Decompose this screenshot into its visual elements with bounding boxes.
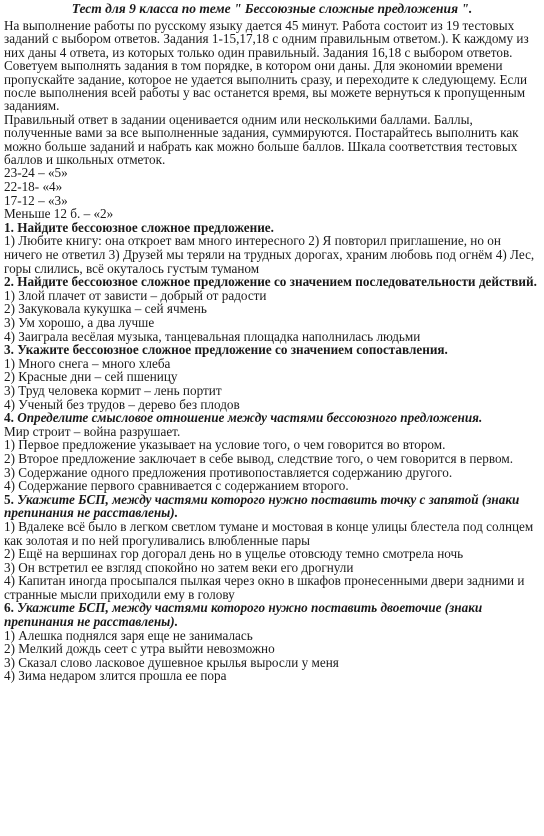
answer-option: 1) Злой плачет от зависти – добрый от радости <box>4 287 267 303</box>
question-text: Укажите БСП, между частями которого нужно поставить двоеточие (знаки препинания не расставлены). <box>4 600 483 630</box>
question-block <box>4 343 540 411</box>
question-number: 5. <box>4 491 14 507</box>
answer-option: 2) Красные дни – сей пшеницу <box>4 369 178 385</box>
question-block <box>4 221 540 275</box>
answer-option: 4) Ученый без трудов – дерево без плодов <box>4 396 240 412</box>
question-heading <box>4 221 540 235</box>
answer-option: 1) Алешка поднялся заря еще не занималась <box>4 627 253 643</box>
question-number: 1. <box>4 219 14 235</box>
question-text: Укажите бессоюзное сложное предложение со значением сопоставления. <box>17 342 448 358</box>
question-text: Укажите БСП, между частями которого нужно поставить точку с запятой (знаки препинания не расставлены). <box>4 491 520 521</box>
answer-option: 4) Содержание первого сравнивается с содержанием второго. <box>4 478 349 494</box>
answer-option: 3) Труд человека кормит – лень портит <box>4 382 222 398</box>
question-number: 4. <box>4 410 14 426</box>
grading-scale-item: 23-24 – «5» <box>4 165 68 181</box>
answer-option: 4) Заиграла весёлая музыка, танцевальная площадка наполнилась людьми <box>4 328 421 344</box>
question-heading <box>4 275 540 289</box>
question-block <box>4 411 540 493</box>
question-text: Найдите бессоюзное сложное предложение со значением последовательности действий. <box>17 274 537 290</box>
answer-option: 4) Зима недаром злится прошла ее пора <box>4 668 227 684</box>
intro-paragraph: На выполнение работы по русскому языку дается 45 минут. Работа состоит из 19 тестовых заданий с выбором ответов. Задания 1-15,17,18 с одним правильным ответом.). К каждому из них даны 4 ответа, из которых только один правильный. Задания 16,18 с выбором ответов. <box>4 18 529 60</box>
question-heading <box>4 343 540 357</box>
question-number: 2. <box>4 274 14 290</box>
answer-option: 3) Содержание одного предложения противопоставляется содержанию другого. <box>4 464 453 480</box>
question-example: Мир строит – война разрушает. <box>4 423 181 439</box>
document-title: Тест для 9 класса по теме " Бессоюзные сложные предложения ". <box>71 1 473 16</box>
question-text: Определите смысловое отношение между частями бессоюзного предложения. <box>17 410 483 426</box>
answer-option: 1) Любите книгу: она откроет вам много интересного 2) Я повторил приглашение, но он ничего не ответил 3) Друзей мы теряли на трудных дорогах, храним любовь под огнём 4) Лес, горы слились, всё окуталось густым туманом <box>4 233 535 276</box>
grading-scale-item: 22-18- «4» <box>4 179 63 195</box>
question-block <box>4 601 540 683</box>
answer-option: 1) Вдалеке всё было в легком светлом тумане и мостовая в конце улицы блестела под солнцем как золотая и по ней прогуливались влюбленные пары <box>4 518 534 548</box>
intro-paragraph: Советуем выполнять задания в том порядке, в котором они даны. Для экономии времени пропускайте задание, которое не удается выполнить сразу, и переходите к следующему. Если после выполнения всей работы у вас останется время, вы можете вернуться к пропущенным заданиям. <box>4 58 528 114</box>
grading-scale <box>4 166 540 220</box>
question-block <box>4 275 540 343</box>
answer-option: 1) Первое предложение указывает на условие того, о чем говорится во втором. <box>4 437 446 453</box>
answer-option: 1) Много снега – много хлеба <box>4 355 171 371</box>
question-text: Найдите бессоюзное сложное предложение. <box>17 219 274 235</box>
answer-option: 2) Ещё на вершинах гор догорал день но в ущелье отовсюду темно смотрела ночь <box>4 546 464 562</box>
answer-option: 3) Ум хорошо, а два лучше <box>4 315 155 330</box>
answer-option: 2) Второе предложение заключает в себе вывод, следствие того, о чем говорится в первом. <box>4 450 514 466</box>
answer-option: 3) Он встретил ее взгляд спокойно но затем веки его дрогнули <box>4 559 354 575</box>
intro-paragraph: Правильный ответ в задании оценивается одним или несколькими баллами. Баллы, полученные вами за все выполненные задания, суммируются. Постарайтесь выполнить как можно больше заданий и набрать как можно больше баллов. Шкала соответствия тестовых баллов и школьных отметок. <box>4 111 519 168</box>
question-block <box>4 493 540 602</box>
grading-scale-item: 17-12 – «3» <box>4 192 68 208</box>
answer-option: 3) Сказал слово ласковое душевное крылья выросли у меня <box>4 654 339 670</box>
answer-option: 4) Капитан иногда просыпался пылкая через окно в шкафов пронесенными двери задними и странные мысли приходили ему в голову <box>4 573 525 602</box>
grading-scale-item: Меньше 12 б. – «2» <box>4 206 114 222</box>
answer-option: 2) Мелкий дождь сеет с утра выйти невозможно <box>4 641 275 657</box>
question-number: 3. <box>4 342 14 358</box>
question-heading <box>4 411 540 425</box>
question-number: 6. <box>4 600 14 616</box>
question-heading <box>4 601 540 628</box>
answer-option: 2) Закуковала кукушка – сей ячмень <box>4 301 207 317</box>
question-heading <box>4 493 540 520</box>
